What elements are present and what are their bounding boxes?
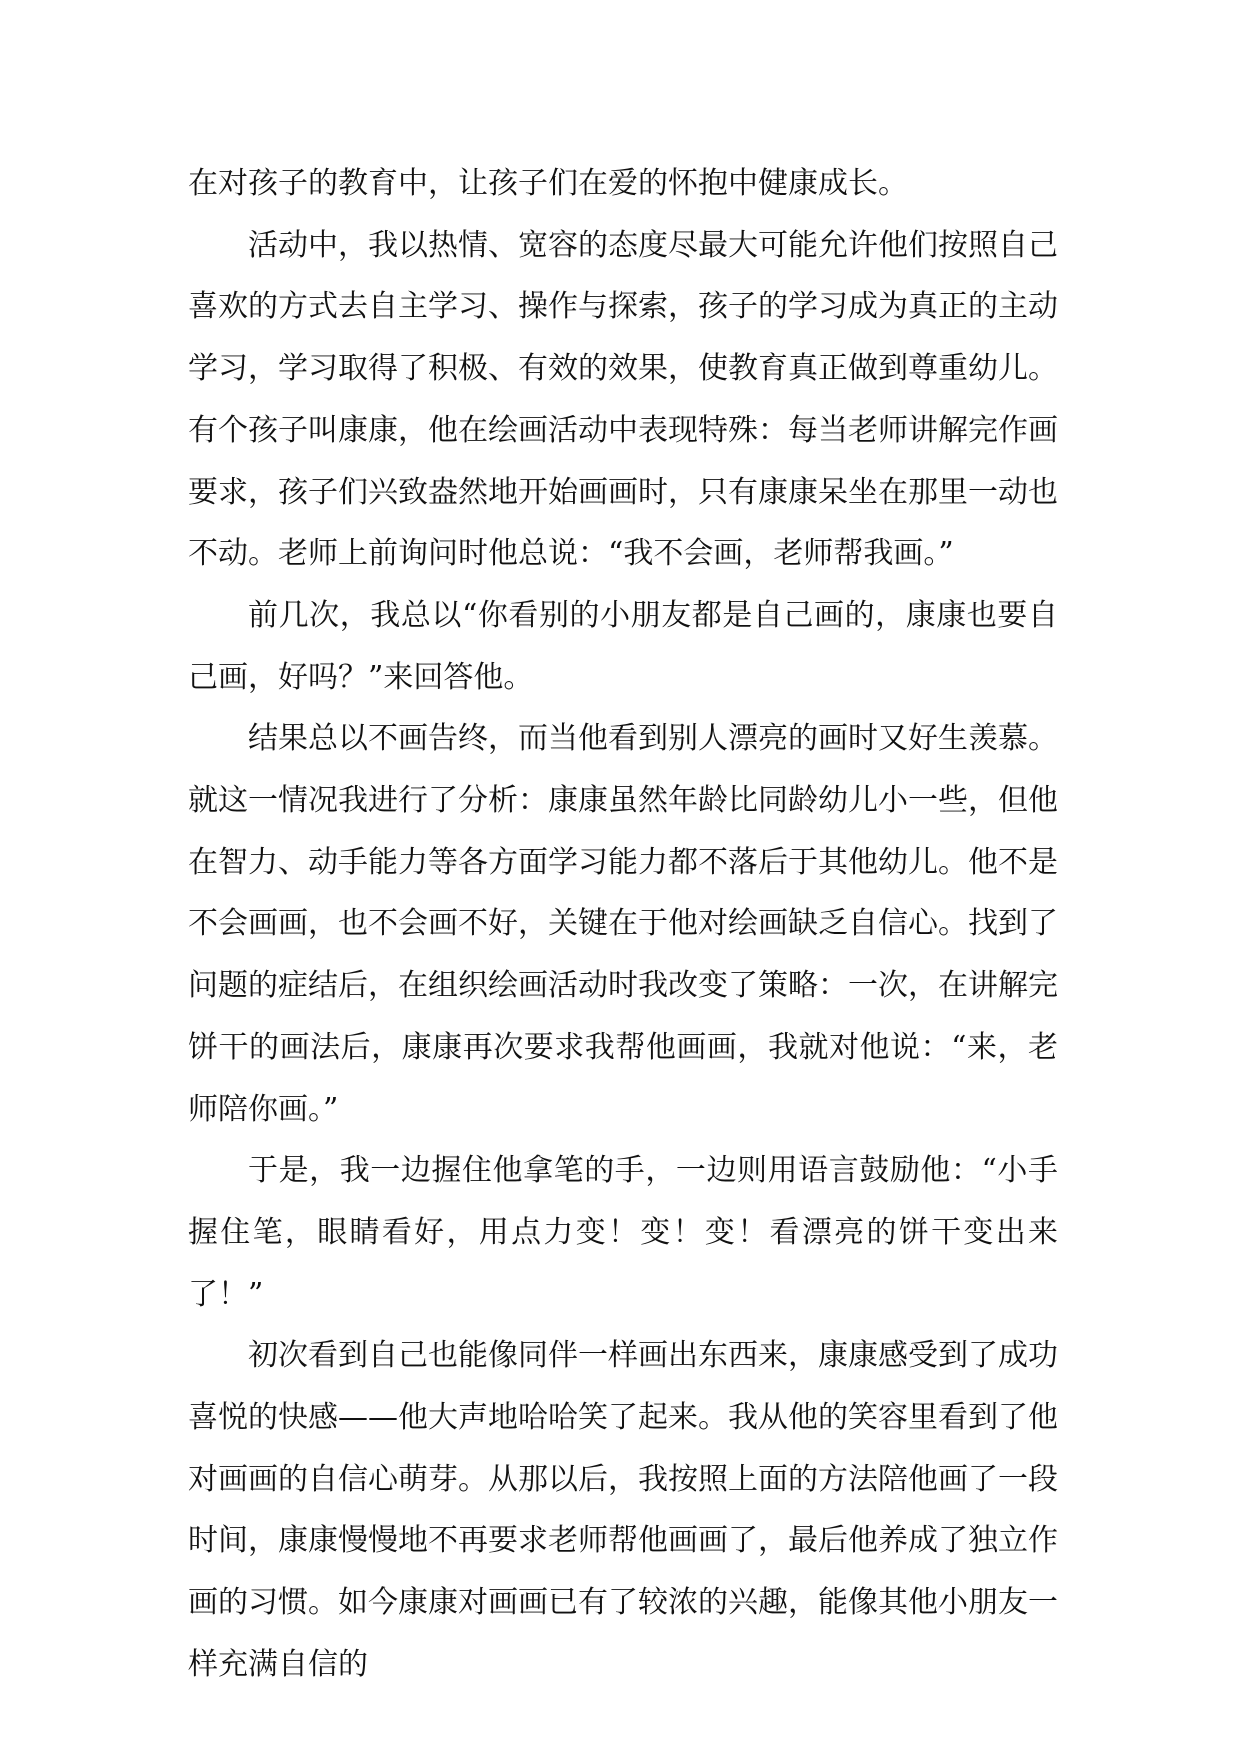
paragraph: 活动中，我以热情、宽容的态度尽最大可能允许他们按照自己喜欢的方式去自主学习、操作与探索，孩子的学习成为真正的主动学习，学习取得了积极、有效的效果，使教育真正做到尊重幼儿。有个孩子叫康康，他在绘画活动中表现特殊：每当老师讲解完作画要求，孩子们兴致盎然地开始画画时，只有康康呆坐在那里一动也不动。老师上前询问时他总说：“我不会画，老师帮我画。” [188,227,1058,572]
paragraph: 于是，我一边握住他拿笔的手，一边则用语言鼓励他：“小手握住笔，眼睛看好，用点力变！变！变！看漂亮的饼干变出来了！” [188,1153,1058,1312]
paragraph: 在对孩子的教育中，让孩子们在爱的怀抱中健康成长。 [188,166,908,201]
paragraph: 前几次，我总以“你看别的小朋友都是自己画的，康康也要自己画，好吗？”来回答他。 [188,597,1058,695]
paragraph: 结果总以不画告终，而当他看到别人漂亮的画时又好生羡慕。就这一情况我进行了分析：康康虽然年龄比同龄幼儿小一些，但他在智力、动手能力等各方面学习能力都不落后于其他幼儿。他不是不会画画，也不会画不好，关键在于他对绘画缺乏自信心。找到了问题的症结后，在组织绘画活动时我改变了策略：一次，在讲解完饼干的画法后，康康再次要求我帮他画画，我就对他说：“来，老师陪你画。” [188,721,1058,1127]
document-body [188,153,1058,1696]
paragraph: 初次看到自己也能像同伴一样画出东西来，康康感受到了成功喜悦的快感——他大声地哈哈笑了起来。我从他的笑容里看到了他对画画的自信心萌芽。从那以后，我按照上面的方法陪他画了一段时间，康康慢慢地不再要求老师帮他画画了，最后他养成了独立作画的习惯。如今康康对画画已有了较浓的兴趣，能像其他小朋友一样充满自信的 [188,1338,1058,1682]
